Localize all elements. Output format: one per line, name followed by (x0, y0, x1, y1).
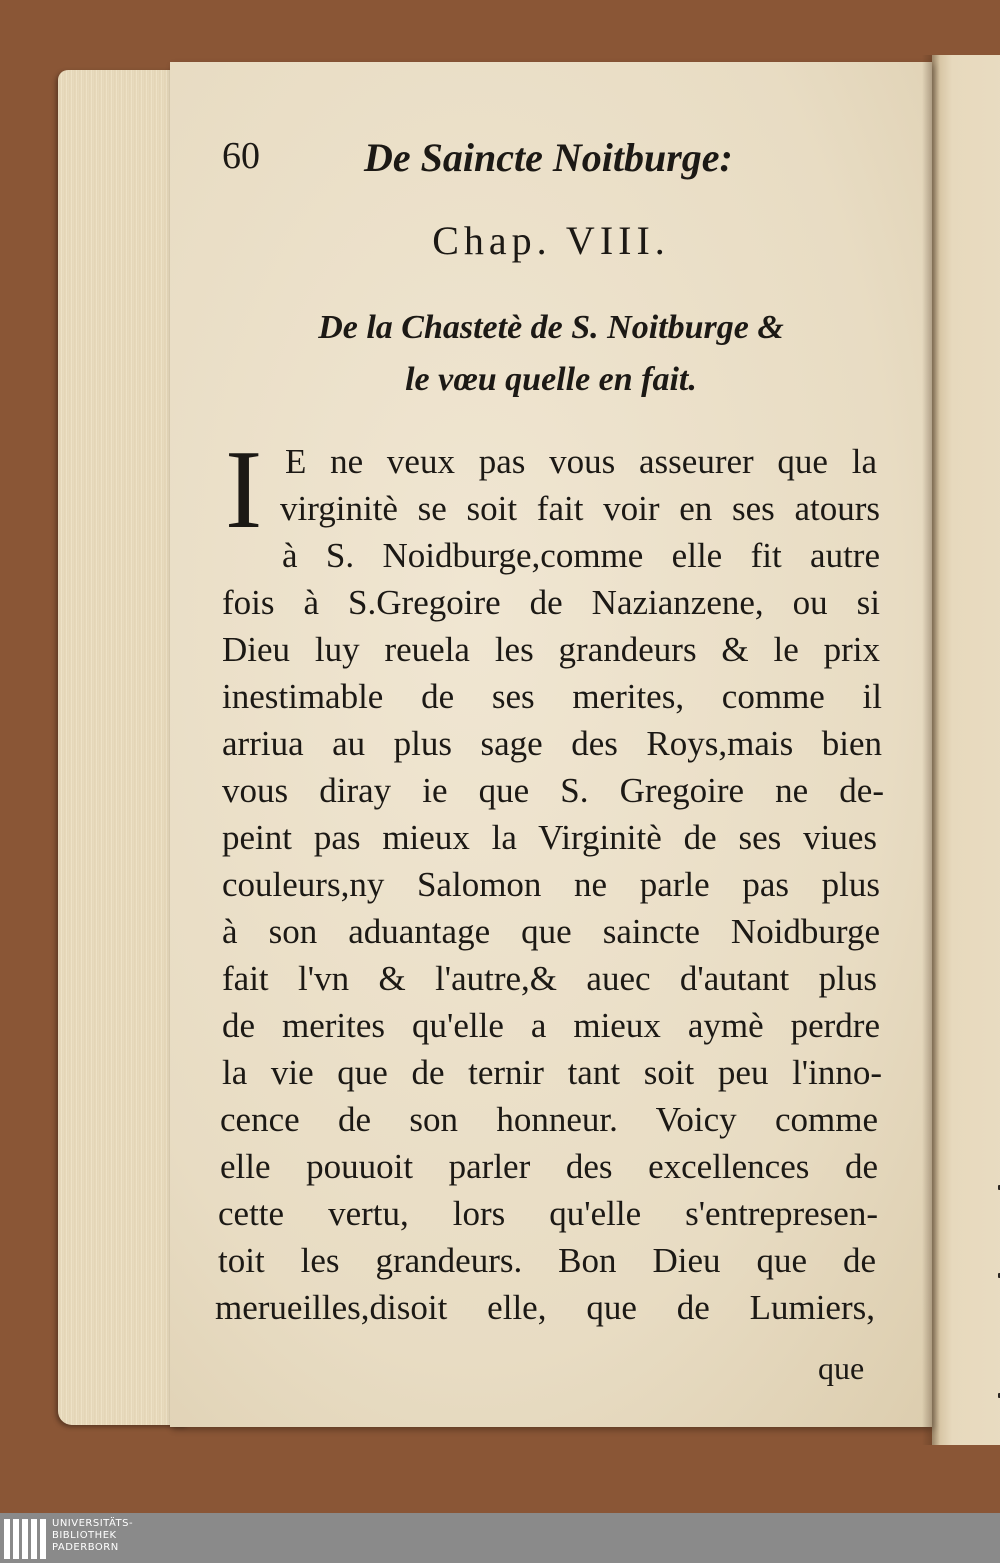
running-title: De Saincte Noitburge: (364, 135, 733, 180)
body-line: la vie que de ternir tant soit peu l'inno- (222, 1053, 882, 1092)
body-line: arriua au plus sage des Roys,mais bien (222, 724, 882, 763)
body-line: de merites qu'elle a mieux aymè perdre (222, 1006, 880, 1045)
drop-cap: I (225, 428, 263, 552)
page-stack-edges (58, 70, 188, 1425)
section-title-line: le vœu quelle en fait. (405, 361, 697, 398)
library-footer (0, 1513, 1000, 1563)
body-line: merueilles,disoit elle, que de Lumiers, (215, 1288, 875, 1327)
body-line: à S. Noidburge,comme elle fit autre (282, 536, 880, 575)
body-line: à son aduantage que saincte Noidburge (222, 912, 880, 951)
page-number: 60 (222, 135, 260, 177)
body-line: virginitè se soit fait voir en ses atours (280, 489, 880, 528)
catchword: que (818, 1350, 865, 1386)
body-line: Dieu luy reuela les grandeurs & le prix (222, 630, 880, 669)
body-line: inestimable de ses merites, comme il (222, 677, 882, 716)
library-name (52, 1518, 133, 1554)
body-line: toit les grandeurs. Bon Dieu que de (218, 1241, 876, 1280)
body-line: fois à S.Gregoire de Nazianzene, ou si (222, 583, 880, 622)
library-logo-icon (4, 1519, 46, 1559)
running-head (222, 134, 912, 184)
facing-page-edge (932, 55, 1000, 1445)
body-line: E ne veux pas vous asseurer que la (285, 442, 877, 481)
library-name-line: PADERBORN (52, 1542, 119, 1553)
body-line: fait l'vn & l'autre,& auec d'autant plus (222, 959, 877, 998)
body-line: peint pas mieux la Virginitè de ses viues (222, 818, 877, 857)
body-line: vous diray ie que S. Gregoire ne de- (222, 771, 884, 810)
library-name-line: BIBLIOTHEK (52, 1530, 117, 1541)
body-line: cette vertu, lors qu'elle s'entrepresen- (218, 1194, 878, 1233)
library-name-line: UNIVERSITÄTS- (52, 1518, 134, 1529)
section-title (170, 302, 932, 406)
chapter-heading: Chap. VIII. (432, 218, 670, 263)
body-line: elle pouuoit parler des excellences de (220, 1147, 878, 1186)
body-line: cence de son honneur. Voicy comme (220, 1100, 878, 1139)
section-title-line: De la Chastetè de S. Noitburge & (318, 309, 784, 346)
body-line: couleurs,ny Salomon ne parle pas plus (222, 865, 880, 904)
